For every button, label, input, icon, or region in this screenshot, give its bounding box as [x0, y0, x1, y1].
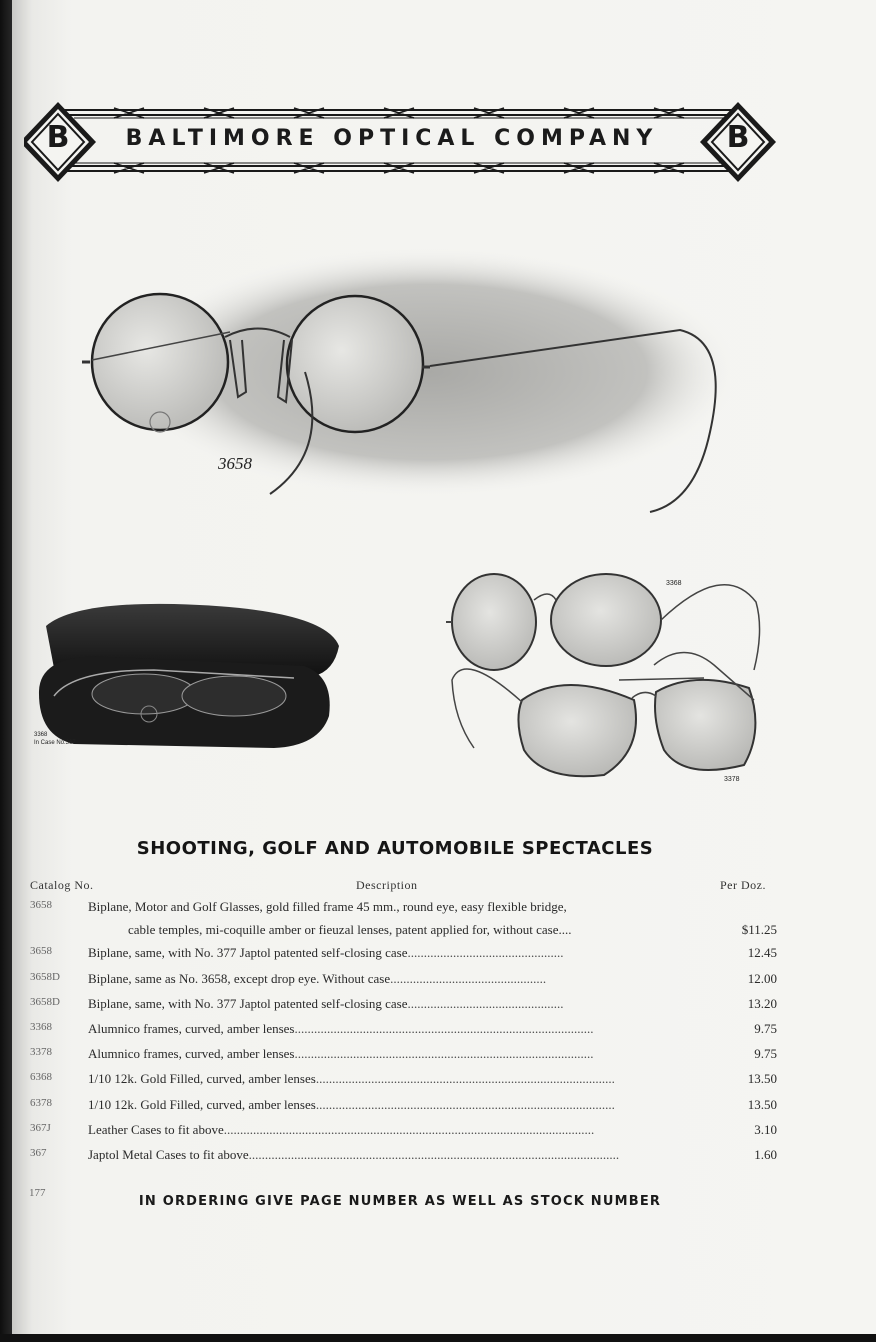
- table-row: [0, 922, 876, 942]
- description: Leather Cases to fit above..................................................................................................................: [88, 1122, 595, 1137]
- table-row: [0, 1122, 876, 1142]
- description: Japtol Metal Cases to fit above..................................................................................................................: [88, 1147, 620, 1162]
- price: 13.50: [747, 1071, 777, 1086]
- main-spectacles-figure: [70, 232, 730, 522]
- ordering-note: IN ORDERING GIVE PAGE NUMBER AS WELL AS STOCK NUMBER: [138, 1194, 662, 1209]
- price-header: Per Doz.: [720, 878, 766, 892]
- catalog-number: 6368: [30, 1071, 52, 1083]
- table-row: [0, 996, 876, 1016]
- company-name: BALTIMORE OPTICAL COMPANY: [125, 126, 659, 151]
- price: 13.20: [747, 996, 777, 1011]
- catalog-number: 367: [30, 1147, 47, 1159]
- description: Biplane, same as No. 3658, except drop eye. Without case................................................: [88, 971, 547, 986]
- goggles-pair-figure: [444, 570, 774, 790]
- price: 3.10: [754, 1122, 777, 1137]
- description: Alumnico frames, curved, amber lenses............................................................................................: [88, 1046, 594, 1061]
- description: 1/10 12k. Gold Filled, curved, amber lenses............................................................................................: [88, 1071, 615, 1086]
- case-label-line1: 3368: [34, 732, 48, 738]
- main-figure-label: 3658: [218, 454, 252, 473]
- price: $11.25: [741, 922, 777, 937]
- catalog-number: 3658: [30, 899, 52, 911]
- section-title: SHOOTING, GOLF AND AUTOMOBILE SPECTACLES: [136, 838, 654, 859]
- case-label-line2: In Case No.367: [34, 740, 76, 746]
- table-row: [0, 1021, 876, 1041]
- goggles-bottom-label: 3378: [724, 776, 740, 783]
- description: cable temples, mi-coquille amber or fieuzal lenses, patent applied for, without case....: [128, 922, 572, 937]
- catalog-number: 3378: [30, 1046, 52, 1058]
- right-logo-letter: B: [726, 120, 750, 155]
- price: 13.50: [747, 1097, 777, 1112]
- catalog-header: Catalog No.: [30, 878, 94, 892]
- page-bottom-edge: [0, 1334, 876, 1342]
- table-row: [0, 1147, 876, 1167]
- table-row: [0, 945, 876, 965]
- table-row: [0, 1046, 876, 1066]
- catalog-number: 367J: [30, 1122, 51, 1134]
- table-row: [0, 971, 876, 991]
- catalog-number: 3368: [30, 1021, 52, 1033]
- description: Alumnico frames, curved, amber lenses............................................................................................: [88, 1021, 594, 1036]
- price: 12.45: [747, 945, 777, 960]
- description: Biplane, same, with No. 377 Japtol patented self-closing case................................................: [88, 945, 564, 960]
- catalog-number: 6378: [30, 1097, 52, 1109]
- table-row: [0, 1097, 876, 1117]
- description-header: Description: [356, 878, 418, 892]
- price: 9.75: [754, 1021, 777, 1036]
- catalog-number: 3658: [30, 945, 52, 957]
- price: 9.75: [754, 1046, 777, 1061]
- price: 1.60: [754, 1147, 777, 1162]
- goggles-top-label: 3368: [666, 580, 682, 587]
- catalog-number: 3658D: [30, 996, 60, 1008]
- description: Biplane, Motor and Golf Glasses, gold filled frame 45 mm., round eye, easy flexible bridge,: [88, 899, 567, 914]
- spectacle-case-figure: [34, 596, 344, 766]
- description: Biplane, same, with No. 377 Japtol patented self-closing case................................................: [88, 996, 564, 1011]
- page-number: 177: [29, 1187, 46, 1199]
- table-row: [0, 899, 876, 919]
- catalog-number: 3658D: [30, 971, 60, 983]
- table-row: [0, 1071, 876, 1091]
- left-logo-letter: B: [46, 120, 70, 155]
- price: 12.00: [747, 971, 777, 986]
- description: 1/10 12k. Gold Filled, curved, amber lenses............................................................................................: [88, 1097, 615, 1112]
